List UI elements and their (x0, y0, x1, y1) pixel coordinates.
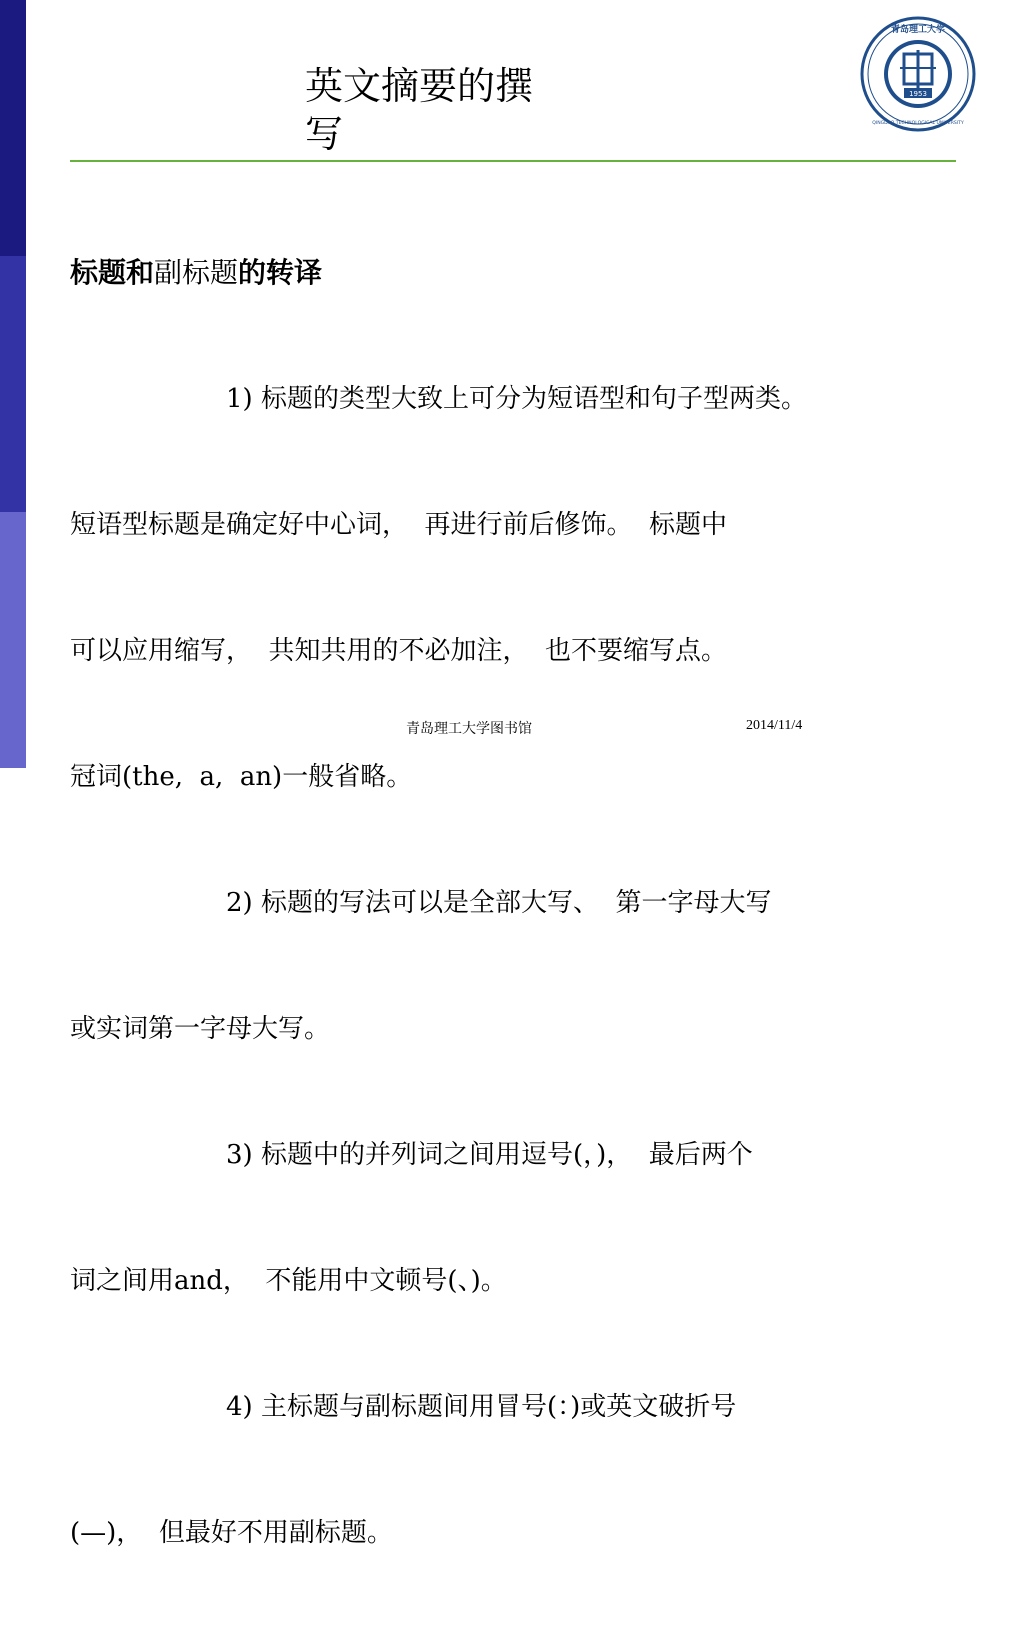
logo-year: 1953 (909, 90, 927, 98)
slide-body (70, 168, 990, 1638)
body-line: 短语型标题是确定好中心词， 再进行前后修饰。 标题中 (70, 510, 728, 540)
footer-date: 2014/11/4 (746, 718, 803, 733)
subheading-part-2: 副标题 (154, 256, 239, 289)
body-line: (—)， 但最好不用副标题。 (70, 1518, 393, 1548)
body-line: 冠词(the, a, an)一般省略。 (70, 762, 413, 792)
title-divider (70, 160, 956, 162)
subheading-part-1: 标题和 (70, 256, 155, 289)
body-line: 1) 标题的类型大致上可分为短语型和句子型两类。 (226, 384, 807, 414)
logo-ring-text: 青岛理工大学 (890, 25, 946, 35)
body-line: 2) 标题的写法可以是全部大写、 第一字母大写 (226, 888, 772, 918)
subheading (70, 252, 990, 294)
body-line: 词之间用and， 不能用中文顿号(、)。 (70, 1266, 507, 1296)
bar-block-dark (0, 0, 26, 256)
left-decorative-bar (0, 0, 26, 768)
title-line-1: 英文摘要的撰 (305, 64, 534, 108)
bar-block-light (0, 512, 26, 768)
slide-title (305, 62, 595, 158)
footer-library: 青岛理工大学图书馆 (406, 721, 532, 737)
logo-ring-text-en: QINGDAO TECHNOLOGICAL UNIVERSITY (872, 121, 964, 126)
university-logo (860, 16, 976, 132)
bar-block-mid (0, 256, 26, 512)
body-line: 可以应用缩写， 共知共用的不必加注， 也不要缩写点。 (70, 636, 728, 666)
body-line: 或实词第一字母大写。 (70, 1014, 331, 1044)
subheading-part-3: 的转译 (238, 256, 323, 289)
title-line-2: 写 (305, 112, 344, 156)
body-line: 4) 主标题与副标题间用冒号(：)或英文破折号 (226, 1392, 737, 1422)
body-line: 3) 标题中的并列词之间用逗号(，)， 最后两个 (226, 1140, 753, 1170)
